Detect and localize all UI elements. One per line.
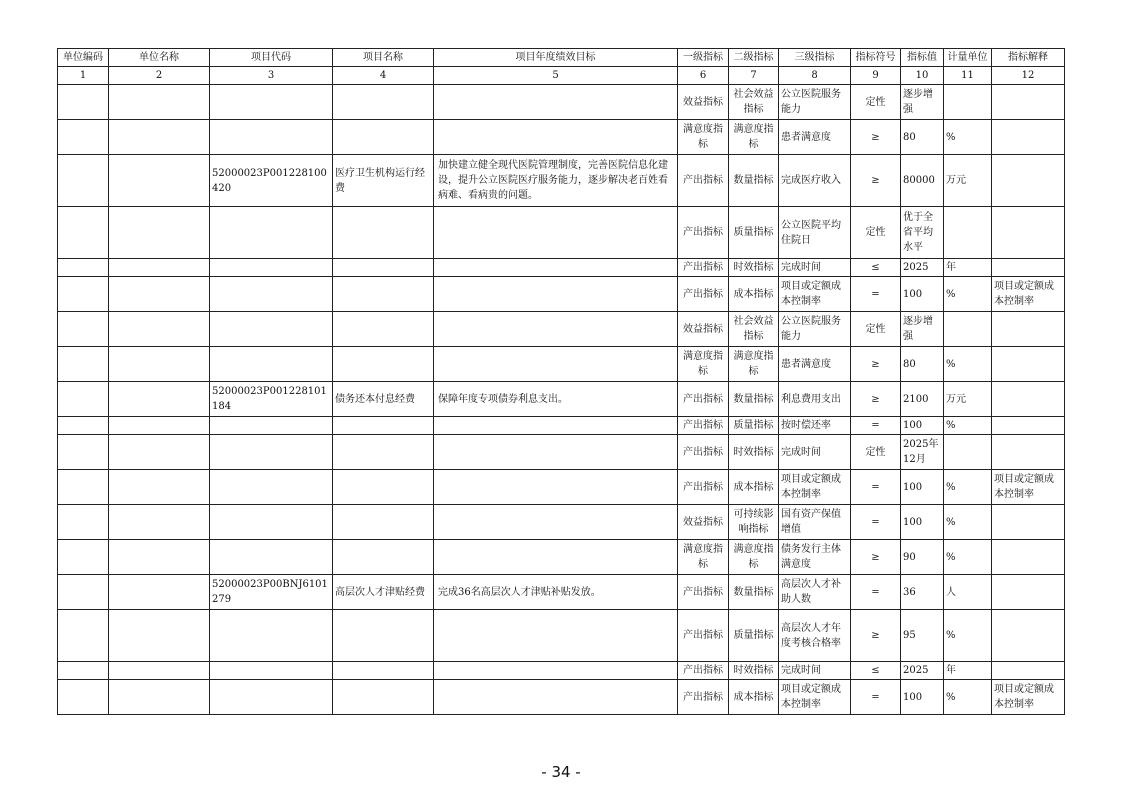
level1-indicator-cell: 满意度指标 xyxy=(678,347,729,382)
table-row xyxy=(58,435,1065,470)
level1-indicator-cell: 产出指标 xyxy=(678,435,729,470)
indicator-explanation-cell xyxy=(992,312,1065,347)
unit-of-measure-cell: % xyxy=(944,540,992,575)
unit-name-cell xyxy=(109,435,210,470)
indicator-explanation-cell xyxy=(992,505,1065,540)
table-row xyxy=(58,382,1065,417)
table-row xyxy=(58,120,1065,155)
column-number: 3 xyxy=(210,67,333,85)
column-number: 4 xyxy=(333,67,434,85)
level3-indicator-cell: 利息费用支出 xyxy=(779,382,851,417)
unit-name-cell xyxy=(109,417,210,435)
indicator-explanation-cell xyxy=(992,417,1065,435)
level3-indicator-cell: 完成医疗收入 xyxy=(779,155,851,207)
unit-code-cell xyxy=(58,155,109,207)
unit-name-cell xyxy=(109,382,210,417)
performance-goal-cell xyxy=(434,120,678,155)
performance-table xyxy=(57,48,1065,715)
performance-goal-cell xyxy=(434,277,678,312)
indicator-value-cell: 80 xyxy=(901,120,944,155)
level3-indicator-cell: 公立医院服务能力 xyxy=(779,312,851,347)
project-code-cell xyxy=(210,312,333,347)
unit-code-cell xyxy=(58,610,109,662)
project-name-cell xyxy=(333,277,434,312)
header-cell: 项目名称 xyxy=(333,49,434,67)
unit-name-cell xyxy=(109,155,210,207)
project-name-cell xyxy=(333,347,434,382)
level1-indicator-cell: 满意度指标 xyxy=(678,120,729,155)
level3-indicator-cell: 患者满意度 xyxy=(779,347,851,382)
indicator-explanation-cell xyxy=(992,207,1065,259)
unit-code-cell xyxy=(58,417,109,435)
indicator-explanation-cell: 项目或定额成本控制率 xyxy=(992,470,1065,505)
performance-goal-cell xyxy=(434,435,678,470)
performance-goal-cell xyxy=(434,662,678,680)
performance-goal-cell xyxy=(434,680,678,715)
header-cell: 指标符号 xyxy=(851,49,901,67)
unit-name-cell xyxy=(109,85,210,120)
unit-code-cell xyxy=(58,470,109,505)
unit-of-measure-cell: % xyxy=(944,347,992,382)
project-name-cell xyxy=(333,120,434,155)
level3-indicator-cell: 项目或定额成本控制率 xyxy=(779,470,851,505)
performance-goal-cell xyxy=(434,540,678,575)
project-name-cell xyxy=(333,610,434,662)
table-row xyxy=(58,575,1065,610)
unit-of-measure-cell: % xyxy=(944,470,992,505)
indicator-value-cell: 36 xyxy=(901,575,944,610)
column-number-row xyxy=(58,67,1065,85)
unit-code-cell xyxy=(58,575,109,610)
project-code-cell xyxy=(210,277,333,312)
level3-indicator-cell: 完成时间 xyxy=(779,435,851,470)
unit-name-cell xyxy=(109,347,210,382)
indicator-symbol-cell: ≥ xyxy=(851,540,901,575)
header-cell: 一级指标 xyxy=(678,49,729,67)
unit-of-measure-cell: 万元 xyxy=(944,382,992,417)
performance-goal-cell xyxy=(434,312,678,347)
column-number: 2 xyxy=(109,67,210,85)
performance-goal-cell: 完成36名高层次人才津贴补贴发放。 xyxy=(434,575,678,610)
project-name-cell xyxy=(333,259,434,277)
project-code-cell: 52000023P00BNJ6101279 xyxy=(210,575,333,610)
unit-code-cell xyxy=(58,277,109,312)
indicator-symbol-cell: ≤ xyxy=(851,259,901,277)
performance-goal-cell xyxy=(434,470,678,505)
project-code-cell xyxy=(210,120,333,155)
indicator-value-cell: 2100 xyxy=(901,382,944,417)
unit-name-cell xyxy=(109,610,210,662)
indicator-symbol-cell: ≥ xyxy=(851,382,901,417)
level2-indicator-cell: 可持续影响指标 xyxy=(729,505,779,540)
project-name-cell xyxy=(333,417,434,435)
unit-name-cell xyxy=(109,680,210,715)
column-number: 11 xyxy=(944,67,992,85)
level1-indicator-cell: 产出指标 xyxy=(678,259,729,277)
performance-goal-cell xyxy=(434,505,678,540)
performance-goal-cell xyxy=(434,85,678,120)
project-name-cell xyxy=(333,470,434,505)
level2-indicator-cell: 数量指标 xyxy=(729,155,779,207)
unit-of-measure-cell xyxy=(944,85,992,120)
indicator-symbol-cell: ≥ xyxy=(851,155,901,207)
table-row xyxy=(58,312,1065,347)
level2-indicator-cell: 满意度指标 xyxy=(729,540,779,575)
indicator-explanation-cell xyxy=(992,662,1065,680)
project-name-cell: 高层次人才津贴经费 xyxy=(333,575,434,610)
unit-of-measure-cell: % xyxy=(944,120,992,155)
level2-indicator-cell: 时效指标 xyxy=(729,259,779,277)
level1-indicator-cell: 产出指标 xyxy=(678,575,729,610)
level3-indicator-cell: 公立医院平均住院日 xyxy=(779,207,851,259)
project-code-cell xyxy=(210,662,333,680)
level2-indicator-cell: 质量指标 xyxy=(729,417,779,435)
project-name-cell xyxy=(333,312,434,347)
header-cell: 指标解释 xyxy=(992,49,1065,67)
level1-indicator-cell: 产出指标 xyxy=(678,155,729,207)
indicator-symbol-cell: = xyxy=(851,277,901,312)
unit-name-cell xyxy=(109,277,210,312)
unit-name-cell xyxy=(109,575,210,610)
level2-indicator-cell: 满意度指标 xyxy=(729,347,779,382)
unit-code-cell xyxy=(58,120,109,155)
unit-code-cell xyxy=(58,207,109,259)
performance-goal-cell: 加快建立健全现代医院管理制度，完善医院信息化建设，提升公立医院医疗服务能力，逐步解决老百姓看病难、看病贵的问题。 xyxy=(434,155,678,207)
table-row xyxy=(58,85,1065,120)
level1-indicator-cell: 产出指标 xyxy=(678,277,729,312)
level2-indicator-cell: 满意度指标 xyxy=(729,120,779,155)
header-cell: 单位编码 xyxy=(58,49,109,67)
table-row xyxy=(58,505,1065,540)
column-number: 6 xyxy=(678,67,729,85)
unit-of-measure-cell xyxy=(944,435,992,470)
performance-goal-cell: 保障年度专项债券利息支出。 xyxy=(434,382,678,417)
page-number: - 34 - xyxy=(541,763,581,781)
indicator-symbol-cell: = xyxy=(851,470,901,505)
indicator-value-cell: 100 xyxy=(901,417,944,435)
level3-indicator-cell: 高层次人才年度考核合格率 xyxy=(779,610,851,662)
indicator-symbol-cell: = xyxy=(851,680,901,715)
indicator-explanation-cell xyxy=(992,610,1065,662)
indicator-value-cell: 逐步增强 xyxy=(901,312,944,347)
indicator-explanation-cell xyxy=(992,382,1065,417)
level2-indicator-cell: 时效指标 xyxy=(729,435,779,470)
indicator-value-cell: 逐步增强 xyxy=(901,85,944,120)
level3-indicator-cell: 患者满意度 xyxy=(779,120,851,155)
project-name-cell xyxy=(333,207,434,259)
table-row xyxy=(58,540,1065,575)
column-number: 5 xyxy=(434,67,678,85)
indicator-explanation-cell: 项目或定额成本控制率 xyxy=(992,277,1065,312)
project-code-cell xyxy=(210,207,333,259)
header-cell: 计量单位 xyxy=(944,49,992,67)
unit-code-cell xyxy=(58,662,109,680)
unit-name-cell xyxy=(109,505,210,540)
performance-goal-cell xyxy=(434,347,678,382)
project-name-cell xyxy=(333,680,434,715)
unit-of-measure-cell xyxy=(944,207,992,259)
unit-code-cell xyxy=(58,347,109,382)
indicator-value-cell: 80000 xyxy=(901,155,944,207)
project-code-cell xyxy=(210,417,333,435)
table-row xyxy=(58,680,1065,715)
level2-indicator-cell: 数量指标 xyxy=(729,382,779,417)
indicator-value-cell: 2025 xyxy=(901,662,944,680)
indicator-value-cell: 优于全省平均水平 xyxy=(901,207,944,259)
indicator-explanation-cell xyxy=(992,259,1065,277)
level2-indicator-cell: 社会效益指标 xyxy=(729,312,779,347)
project-code-cell: 52000023P001228101184 xyxy=(210,382,333,417)
unit-name-cell xyxy=(109,540,210,575)
project-name-cell xyxy=(333,540,434,575)
performance-goal-cell xyxy=(434,417,678,435)
table-row xyxy=(58,417,1065,435)
table-row xyxy=(58,207,1065,259)
indicator-explanation-cell xyxy=(992,120,1065,155)
indicator-explanation-cell xyxy=(992,347,1065,382)
indicator-symbol-cell: ≤ xyxy=(851,662,901,680)
level3-indicator-cell: 项目或定额成本控制率 xyxy=(779,680,851,715)
level3-indicator-cell: 债务发行主体满意度 xyxy=(779,540,851,575)
table-row xyxy=(58,470,1065,505)
indicator-symbol-cell: = xyxy=(851,505,901,540)
unit-of-measure-cell: 万元 xyxy=(944,155,992,207)
indicator-symbol-cell: = xyxy=(851,417,901,435)
indicator-symbol-cell: 定性 xyxy=(851,207,901,259)
level3-indicator-cell: 按时偿还率 xyxy=(779,417,851,435)
header-cell: 三级指标 xyxy=(779,49,851,67)
level3-indicator-cell: 高层次人才补助人数 xyxy=(779,575,851,610)
indicator-explanation-cell xyxy=(992,575,1065,610)
unit-of-measure-cell: % xyxy=(944,417,992,435)
unit-name-cell xyxy=(109,662,210,680)
level1-indicator-cell: 产出指标 xyxy=(678,417,729,435)
project-code-cell xyxy=(210,540,333,575)
project-name-cell: 债务还本付息经费 xyxy=(333,382,434,417)
level1-indicator-cell: 满意度指标 xyxy=(678,540,729,575)
indicator-value-cell: 100 xyxy=(901,277,944,312)
level1-indicator-cell: 产出指标 xyxy=(678,470,729,505)
level1-indicator-cell: 效益指标 xyxy=(678,85,729,120)
header-cell: 单位名称 xyxy=(109,49,210,67)
table-row xyxy=(58,259,1065,277)
unit-of-measure-cell: % xyxy=(944,505,992,540)
unit-of-measure-cell: % xyxy=(944,610,992,662)
level2-indicator-cell: 质量指标 xyxy=(729,610,779,662)
level2-indicator-cell: 社会效益指标 xyxy=(729,85,779,120)
project-code-cell xyxy=(210,610,333,662)
indicator-symbol-cell: ≥ xyxy=(851,120,901,155)
indicator-explanation-cell xyxy=(992,155,1065,207)
level3-indicator-cell: 项目或定额成本控制率 xyxy=(779,277,851,312)
column-number: 9 xyxy=(851,67,901,85)
unit-code-cell xyxy=(58,85,109,120)
indicator-value-cell: 2025年12月 xyxy=(901,435,944,470)
indicator-value-cell: 80 xyxy=(901,347,944,382)
level3-indicator-cell: 公立医院服务能力 xyxy=(779,85,851,120)
project-name-cell: 医疗卫生机构运行经费 xyxy=(333,155,434,207)
indicator-value-cell: 2025 xyxy=(901,259,944,277)
level2-indicator-cell: 时效指标 xyxy=(729,662,779,680)
unit-name-cell xyxy=(109,207,210,259)
project-name-cell xyxy=(333,435,434,470)
level3-indicator-cell: 完成时间 xyxy=(779,662,851,680)
project-code-cell: 52000023P001228100420 xyxy=(210,155,333,207)
project-code-cell xyxy=(210,505,333,540)
indicator-value-cell: 100 xyxy=(901,505,944,540)
level1-indicator-cell: 产出指标 xyxy=(678,382,729,417)
level2-indicator-cell: 成本指标 xyxy=(729,277,779,312)
indicator-value-cell: 100 xyxy=(901,470,944,505)
level1-indicator-cell: 产出指标 xyxy=(678,662,729,680)
header-cell: 指标值 xyxy=(901,49,944,67)
level1-indicator-cell: 产出指标 xyxy=(678,610,729,662)
project-code-cell xyxy=(210,680,333,715)
level2-indicator-cell: 数量指标 xyxy=(729,575,779,610)
indicator-symbol-cell: 定性 xyxy=(851,85,901,120)
performance-goal-cell xyxy=(434,207,678,259)
level2-indicator-cell: 成本指标 xyxy=(729,680,779,715)
unit-of-measure-cell: 年 xyxy=(944,259,992,277)
unit-of-measure-cell: % xyxy=(944,277,992,312)
project-code-cell xyxy=(210,259,333,277)
unit-code-cell xyxy=(58,435,109,470)
indicator-explanation-cell xyxy=(992,435,1065,470)
project-name-cell xyxy=(333,662,434,680)
unit-name-cell xyxy=(109,470,210,505)
project-code-cell xyxy=(210,85,333,120)
performance-goal-cell xyxy=(434,259,678,277)
table-row xyxy=(58,277,1065,312)
unit-name-cell xyxy=(109,312,210,347)
unit-of-measure-cell: % xyxy=(944,680,992,715)
unit-code-cell xyxy=(58,382,109,417)
project-code-cell xyxy=(210,435,333,470)
project-name-cell xyxy=(333,505,434,540)
unit-name-cell xyxy=(109,120,210,155)
level3-indicator-cell: 完成时间 xyxy=(779,259,851,277)
level3-indicator-cell: 国有资产保值增值 xyxy=(779,505,851,540)
table-row xyxy=(58,155,1065,207)
unit-name-cell xyxy=(109,259,210,277)
table-row xyxy=(58,610,1065,662)
header-cell: 项目年度绩效目标 xyxy=(434,49,678,67)
unit-code-cell xyxy=(58,259,109,277)
unit-of-measure-cell: 人 xyxy=(944,575,992,610)
column-number: 7 xyxy=(729,67,779,85)
unit-code-cell xyxy=(58,312,109,347)
performance-goal-cell xyxy=(434,610,678,662)
indicator-symbol-cell: 定性 xyxy=(851,312,901,347)
column-number: 10 xyxy=(901,67,944,85)
header-cell: 项目代码 xyxy=(210,49,333,67)
level1-indicator-cell: 效益指标 xyxy=(678,505,729,540)
column-number: 1 xyxy=(58,67,109,85)
column-number: 12 xyxy=(992,67,1065,85)
indicator-symbol-cell: ≥ xyxy=(851,347,901,382)
unit-code-cell xyxy=(58,505,109,540)
indicator-symbol-cell: 定性 xyxy=(851,435,901,470)
project-name-cell xyxy=(333,85,434,120)
unit-of-measure-cell: 年 xyxy=(944,662,992,680)
table-row xyxy=(58,662,1065,680)
level2-indicator-cell: 成本指标 xyxy=(729,470,779,505)
indicator-value-cell: 100 xyxy=(901,680,944,715)
indicator-symbol-cell: = xyxy=(851,575,901,610)
indicator-explanation-cell xyxy=(992,540,1065,575)
level1-indicator-cell: 产出指标 xyxy=(678,207,729,259)
column-number: 8 xyxy=(779,67,851,85)
indicator-value-cell: 95 xyxy=(901,610,944,662)
header-cell: 二级指标 xyxy=(729,49,779,67)
header-row xyxy=(58,49,1065,67)
level2-indicator-cell: 质量指标 xyxy=(729,207,779,259)
unit-of-measure-cell xyxy=(944,312,992,347)
unit-code-cell xyxy=(58,540,109,575)
indicator-symbol-cell: ≥ xyxy=(851,610,901,662)
project-code-cell xyxy=(210,347,333,382)
level1-indicator-cell: 产出指标 xyxy=(678,680,729,715)
table-row xyxy=(58,347,1065,382)
unit-code-cell xyxy=(58,680,109,715)
indicator-value-cell: 90 xyxy=(901,540,944,575)
level1-indicator-cell: 效益指标 xyxy=(678,312,729,347)
project-code-cell xyxy=(210,470,333,505)
indicator-explanation-cell: 项目或定额成本控制率 xyxy=(992,680,1065,715)
indicator-explanation-cell xyxy=(992,85,1065,120)
